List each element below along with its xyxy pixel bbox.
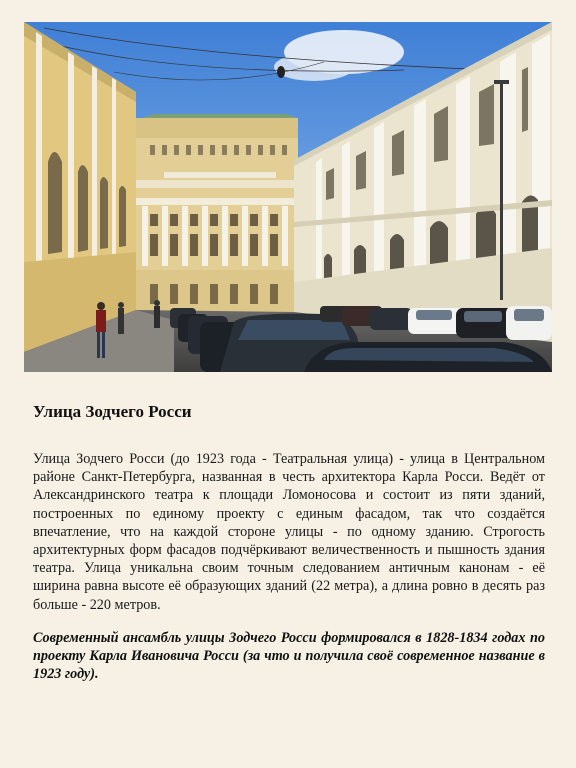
body-paragraph: Улица Зодчего Росси (до 1923 года - Театральная улица) - улица в Центральном районе Санкт-Петербурга, названная в честь архитектора Карла Росси. Ведёт от Александринского театра к площади Ломоносова и состоит из пяти зданий, построенных по единому проекту с единым фасадом, так что создаётся впечатление, что на каждой стороне улицы - по одному зданию. Строгость архитектурных форм фасадов подчёркивают величественность и пышность здания театра. Улица уникальна своим точным следованием античным канонам - её ширина равна высоте её образующих зданий (22 метра), а длина ровно в десять раз больше - 220 метров.: [33, 451, 545, 613]
italic-note-paragraph: Современный ансамбль улицы Зодчего Росси формировался в 1828-1834 годах по проекту Карла Ивановича Росси (за что и получила своё современное название в 1923 году).: [33, 630, 545, 683]
street-photo: [24, 22, 552, 372]
document-title: Улица Зодчего Росси: [33, 402, 192, 421]
